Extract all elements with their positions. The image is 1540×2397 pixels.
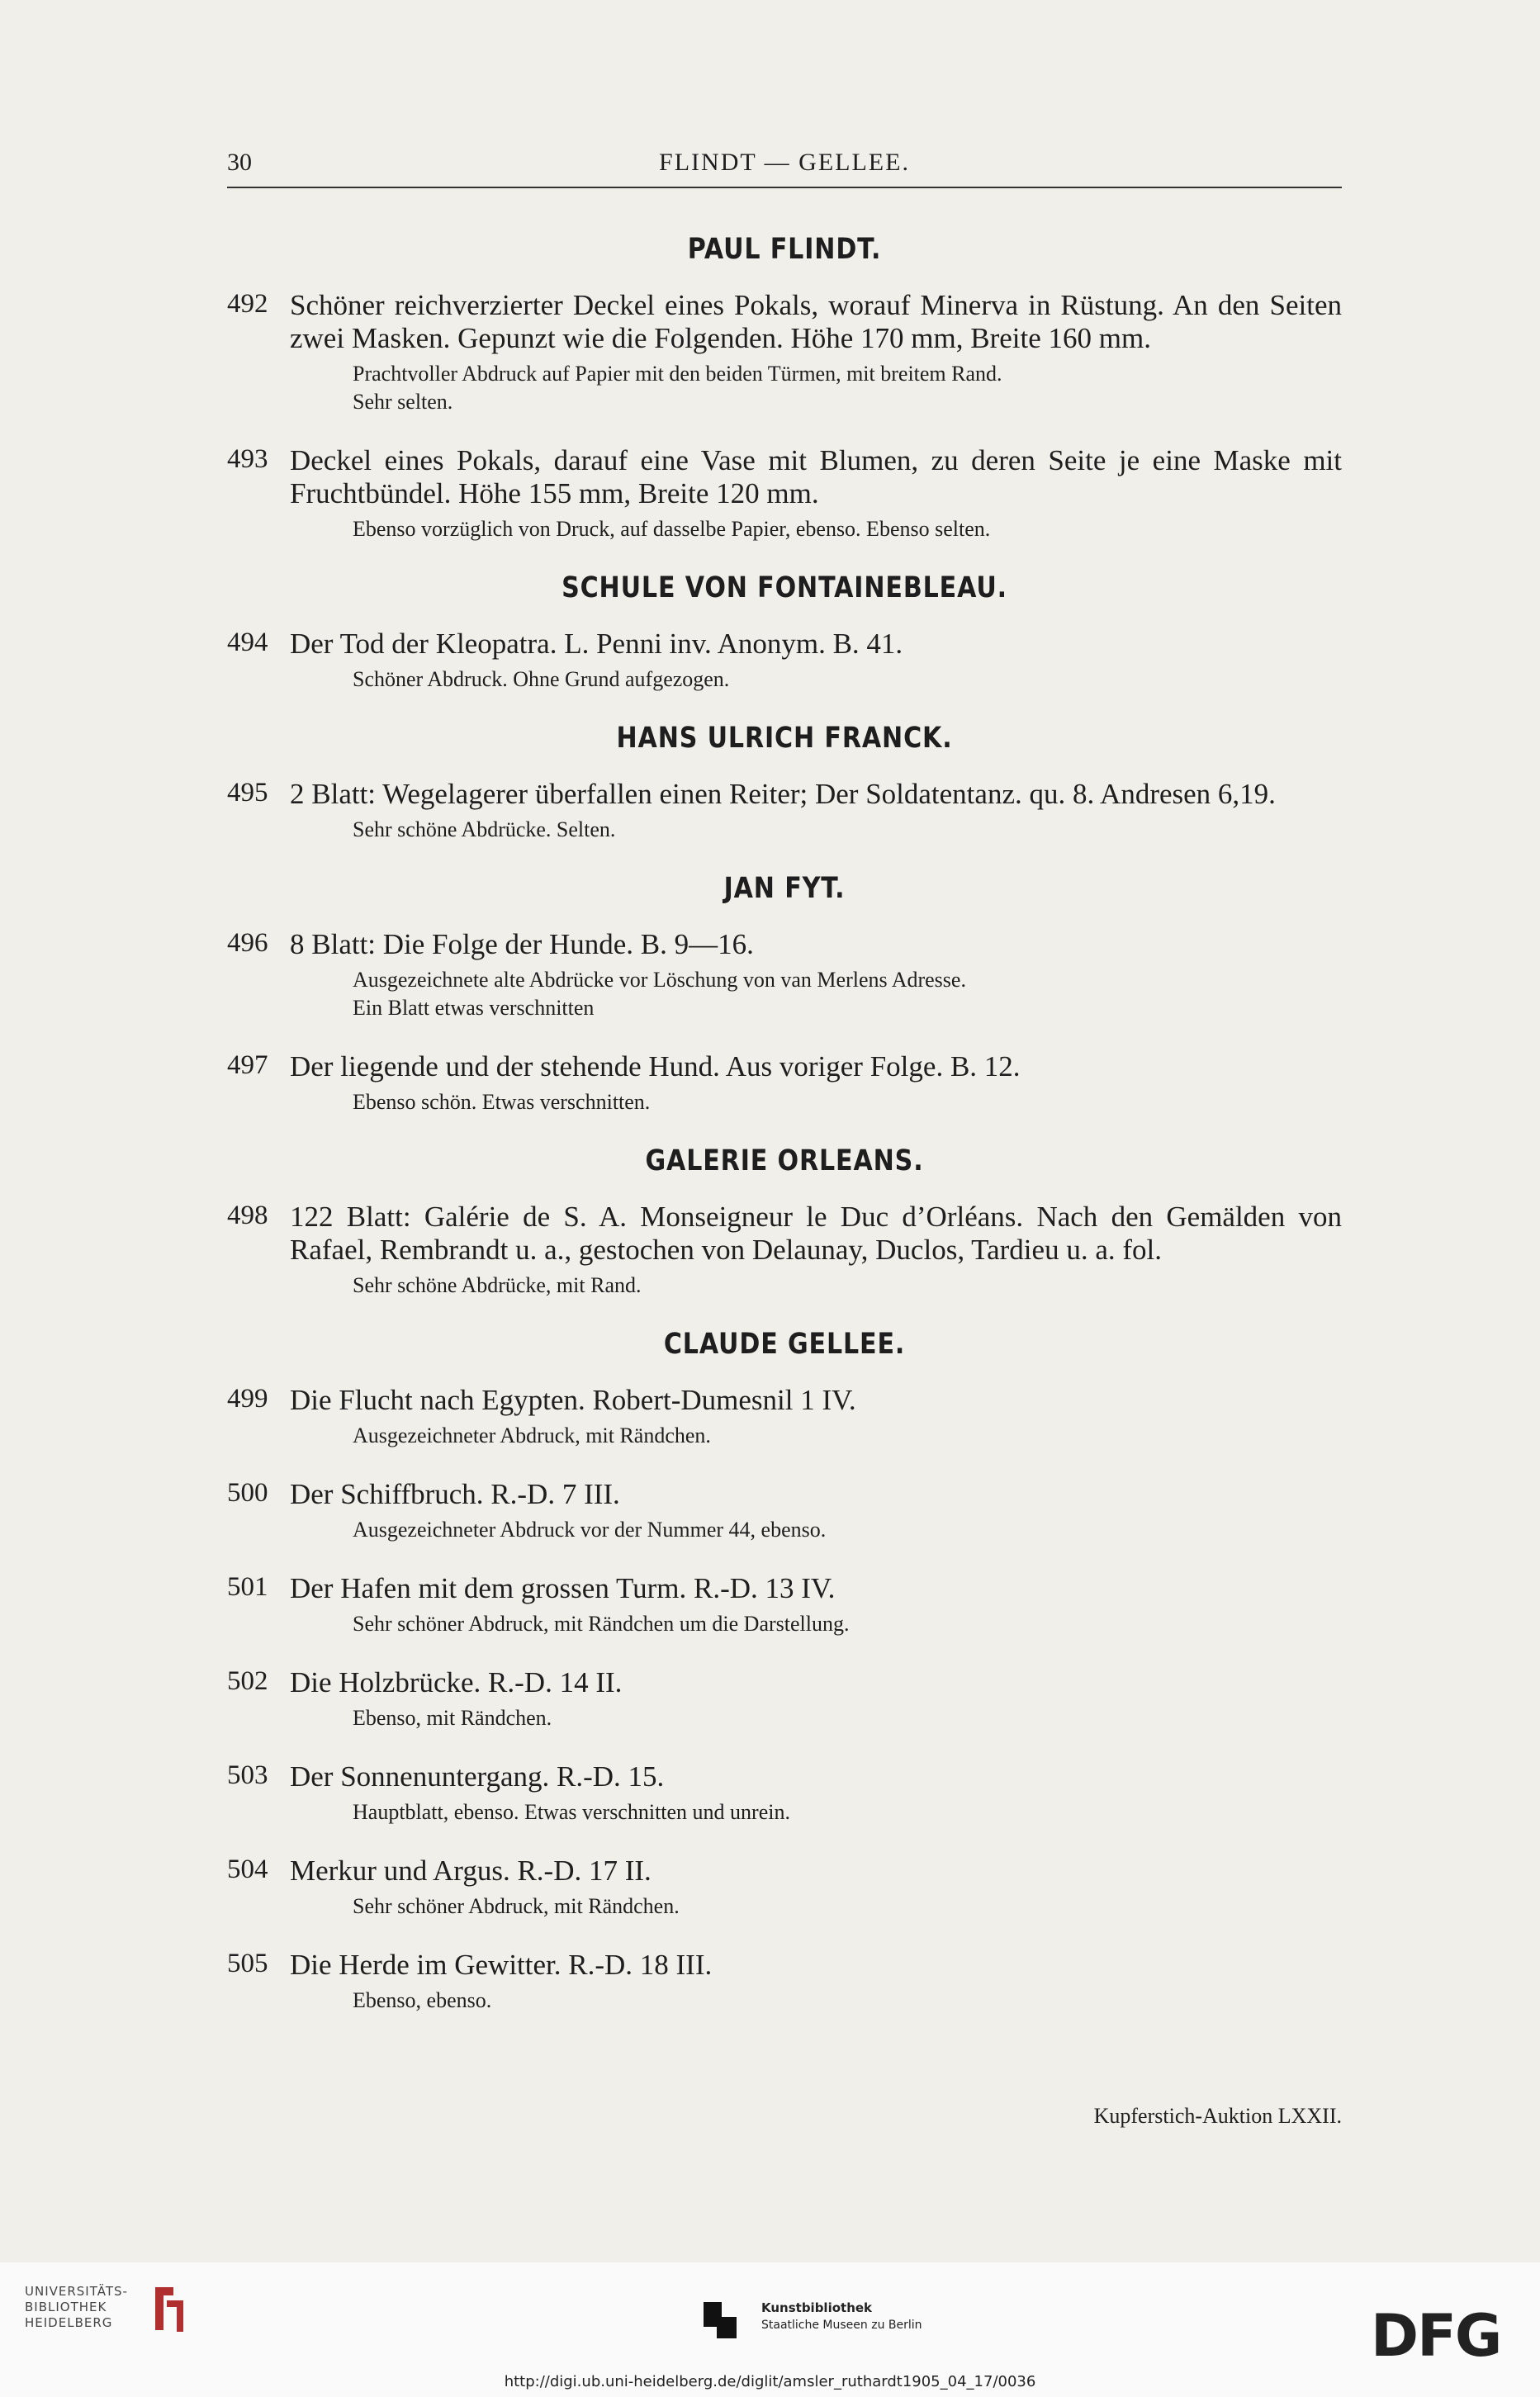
- lot-description: 2 Blatt: Wegelagerer überfallen einen Reiter; Der Soldatentanz. qu. 8. Andresen 6,19.: [290, 778, 1276, 810]
- lot-condition-note: [227, 1892, 1342, 1921]
- note-line: Ausgezeichnete alte Abdrücke vor Löschung von van Merlens Adresse.: [353, 968, 966, 992]
- lot-condition-note: [227, 1422, 1342, 1450]
- lot-condition-note: [227, 515, 1342, 543]
- catalog-entry: [227, 1855, 1342, 1921]
- lot-description: 122 Blatt: Galérie de S. A. Monseigneur le Duc d’Orléans. Nach den Gemälden von Rafael, Rembrandt u. a., gestochen von Delaunay, Duclos, Tardieu u. a. fol.: [290, 1201, 1342, 1266]
- catalog-entry: [227, 444, 1342, 543]
- section-heading: PAUL FLINDT.: [687, 233, 882, 266]
- ub-heidelberg-icon: [149, 2284, 190, 2335]
- lot-number: 494: [227, 628, 268, 657]
- running-title: FLINDT — GELLEE.: [659, 149, 910, 176]
- lot-condition-note: [227, 1610, 1342, 1638]
- lot-description: 8 Blatt: Die Folge der Hunde. B. 9—16.: [290, 928, 754, 960]
- catalog-entry: [227, 1949, 1342, 2015]
- lot-number: 497: [227, 1050, 268, 1080]
- lot-number: 492: [227, 289, 268, 319]
- lot-condition-note: [227, 1088, 1342, 1116]
- lot-number: 505: [227, 1949, 268, 1978]
- page-number: 30: [227, 149, 252, 176]
- lot-number: 495: [227, 778, 268, 808]
- lot-number: 501: [227, 1572, 268, 1602]
- lot-condition-note: [227, 1987, 1342, 2015]
- lot-description: Schöner reichverzierter Deckel eines Pokals, worauf Minerva in Rüstung. An den Seiten zwei Masken. Gepunzt wie die Folgenden. Höhe 170 mm, Breite 160 mm.: [290, 289, 1342, 354]
- catalog-entry: [227, 1760, 1342, 1826]
- lot-number: 498: [227, 1201, 268, 1230]
- section-heading: HANS ULRICH FRANCK.: [616, 722, 953, 755]
- note-line: Ebenso, ebenso.: [353, 1988, 492, 2012]
- catalog-entry: [227, 1478, 1342, 1544]
- lot-description: Der Tod der Kleopatra. L. Penni inv. Anonym. B. 41.: [290, 628, 903, 660]
- catalog-entry: [227, 778, 1342, 844]
- auction-footer-note: Kupferstich-Auktion LXXII.: [1093, 2104, 1342, 2128]
- note-line: Sehr schöne Abdrücke. Selten.: [353, 817, 616, 841]
- lot-description: Merkur und Argus. R.-D. 17 II.: [290, 1855, 652, 1887]
- lot-number: 499: [227, 1384, 268, 1414]
- catalog-entry: [227, 1666, 1342, 1732]
- lot-description: Der Schiffbruch. R.-D. 7 III.: [290, 1478, 620, 1510]
- lot-condition-note: [227, 1516, 1342, 1544]
- catalog-entry: [227, 1050, 1342, 1116]
- lot-condition-note: [227, 666, 1342, 694]
- note-line: Ebenso schön. Etwas verschnitten.: [353, 1090, 651, 1114]
- note-line: Ausgezeichneter Abdruck vor der Nummer 44, ebenso.: [353, 1518, 827, 1542]
- note-line: Sehr selten.: [353, 390, 453, 414]
- lot-number: 503: [227, 1760, 268, 1790]
- note-line: Hauptblatt, ebenso. Etwas verschnitten und unrein.: [353, 1800, 790, 1824]
- lot-description: Der liegende und der stehende Hund. Aus voriger Folge. B. 12.: [290, 1050, 1021, 1082]
- lot-condition-note: [227, 360, 1342, 416]
- note-line: Sehr schöner Abdruck, mit Rändchen.: [353, 1894, 680, 1918]
- lot-description: Die Herde im Gewitter. R.-D. 18 III.: [290, 1949, 713, 1981]
- catalog-entry: [227, 628, 1342, 694]
- note-line: Schöner Abdruck. Ohne Grund aufgezogen.: [353, 667, 730, 691]
- ub-heidelberg-logo-text: UNIVERSITÄTS- BIBLIOTHEK HEIDELBERG: [25, 2284, 128, 2330]
- lot-description: Deckel eines Pokals, darauf eine Vase mit Blumen, zu deren Seite je eine Maske mit Fruchtbündel. Höhe 155 mm, Breite 120 mm.: [290, 444, 1342, 509]
- permalink-url[interactable]: http://digi.ub.uni-heidelberg.de/diglit/amsler_ruthardt1905_04_17/0036: [504, 2373, 1036, 2390]
- kunstbibliothek-icon: [702, 2300, 748, 2342]
- lot-number: 500: [227, 1478, 268, 1508]
- kb-title: Kunstbibliothek: [761, 2300, 873, 2315]
- section-heading: JAN FYT.: [723, 872, 846, 905]
- lot-number: 502: [227, 1666, 268, 1696]
- catalog-entry: [227, 1572, 1342, 1638]
- note-line: Ein Blatt etwas verschnitten: [353, 996, 595, 1020]
- catalog-entry: [227, 928, 1342, 1022]
- note-line: Ebenso vorzüglich von Druck, auf dasselbe Papier, ebenso. Ebenso selten.: [353, 517, 991, 541]
- note-line: Prachtvoller Abdruck auf Papier mit den beiden Türmen, mit breitem Rand.: [353, 362, 1002, 386]
- catalog-content: [227, 216, 1342, 2043]
- lot-number: 504: [227, 1855, 268, 1884]
- lot-description: Der Sonnenuntergang. R.-D. 15.: [290, 1760, 665, 1793]
- note-line: Sehr schöne Abdrücke, mit Rand.: [353, 1273, 642, 1297]
- lot-condition-note: [227, 1704, 1342, 1732]
- lot-condition-note: [227, 816, 1342, 844]
- catalog-entry: [227, 1384, 1342, 1450]
- dfg-logo: DFG: [1371, 2302, 1501, 2370]
- note-line: Ausgezeichneter Abdruck, mit Rändchen.: [353, 1424, 711, 1447]
- lot-description: Die Flucht nach Egypten. Robert-Dumesnil 1 IV.: [290, 1384, 856, 1416]
- section-heading: SCHULE VON FONTAINEBLEAU.: [562, 571, 1007, 604]
- lot-condition-note: [227, 1272, 1342, 1300]
- note-line: Ebenso, mit Rändchen.: [353, 1706, 552, 1730]
- lot-number: 493: [227, 444, 268, 474]
- lot-number: 496: [227, 928, 268, 958]
- catalog-entry: [227, 1201, 1342, 1300]
- lot-description: Der Hafen mit dem grossen Turm. R.-D. 13 IV.: [290, 1572, 836, 1604]
- catalog-entry: [227, 289, 1342, 416]
- note-line: Sehr schöner Abdruck, mit Rändchen um die Darstellung.: [353, 1612, 850, 1636]
- kb-subtitle: Staatliche Museen zu Berlin: [761, 2319, 922, 2332]
- section-heading: GALERIE ORLEANS.: [645, 1144, 924, 1177]
- lot-condition-note: [227, 1798, 1342, 1826]
- lot-condition-note: [227, 966, 1342, 1022]
- running-header: [227, 149, 1342, 188]
- lot-description: Die Holzbrücke. R.-D. 14 II.: [290, 1666, 623, 1698]
- section-heading: CLAUDE GELLEE.: [663, 1328, 906, 1361]
